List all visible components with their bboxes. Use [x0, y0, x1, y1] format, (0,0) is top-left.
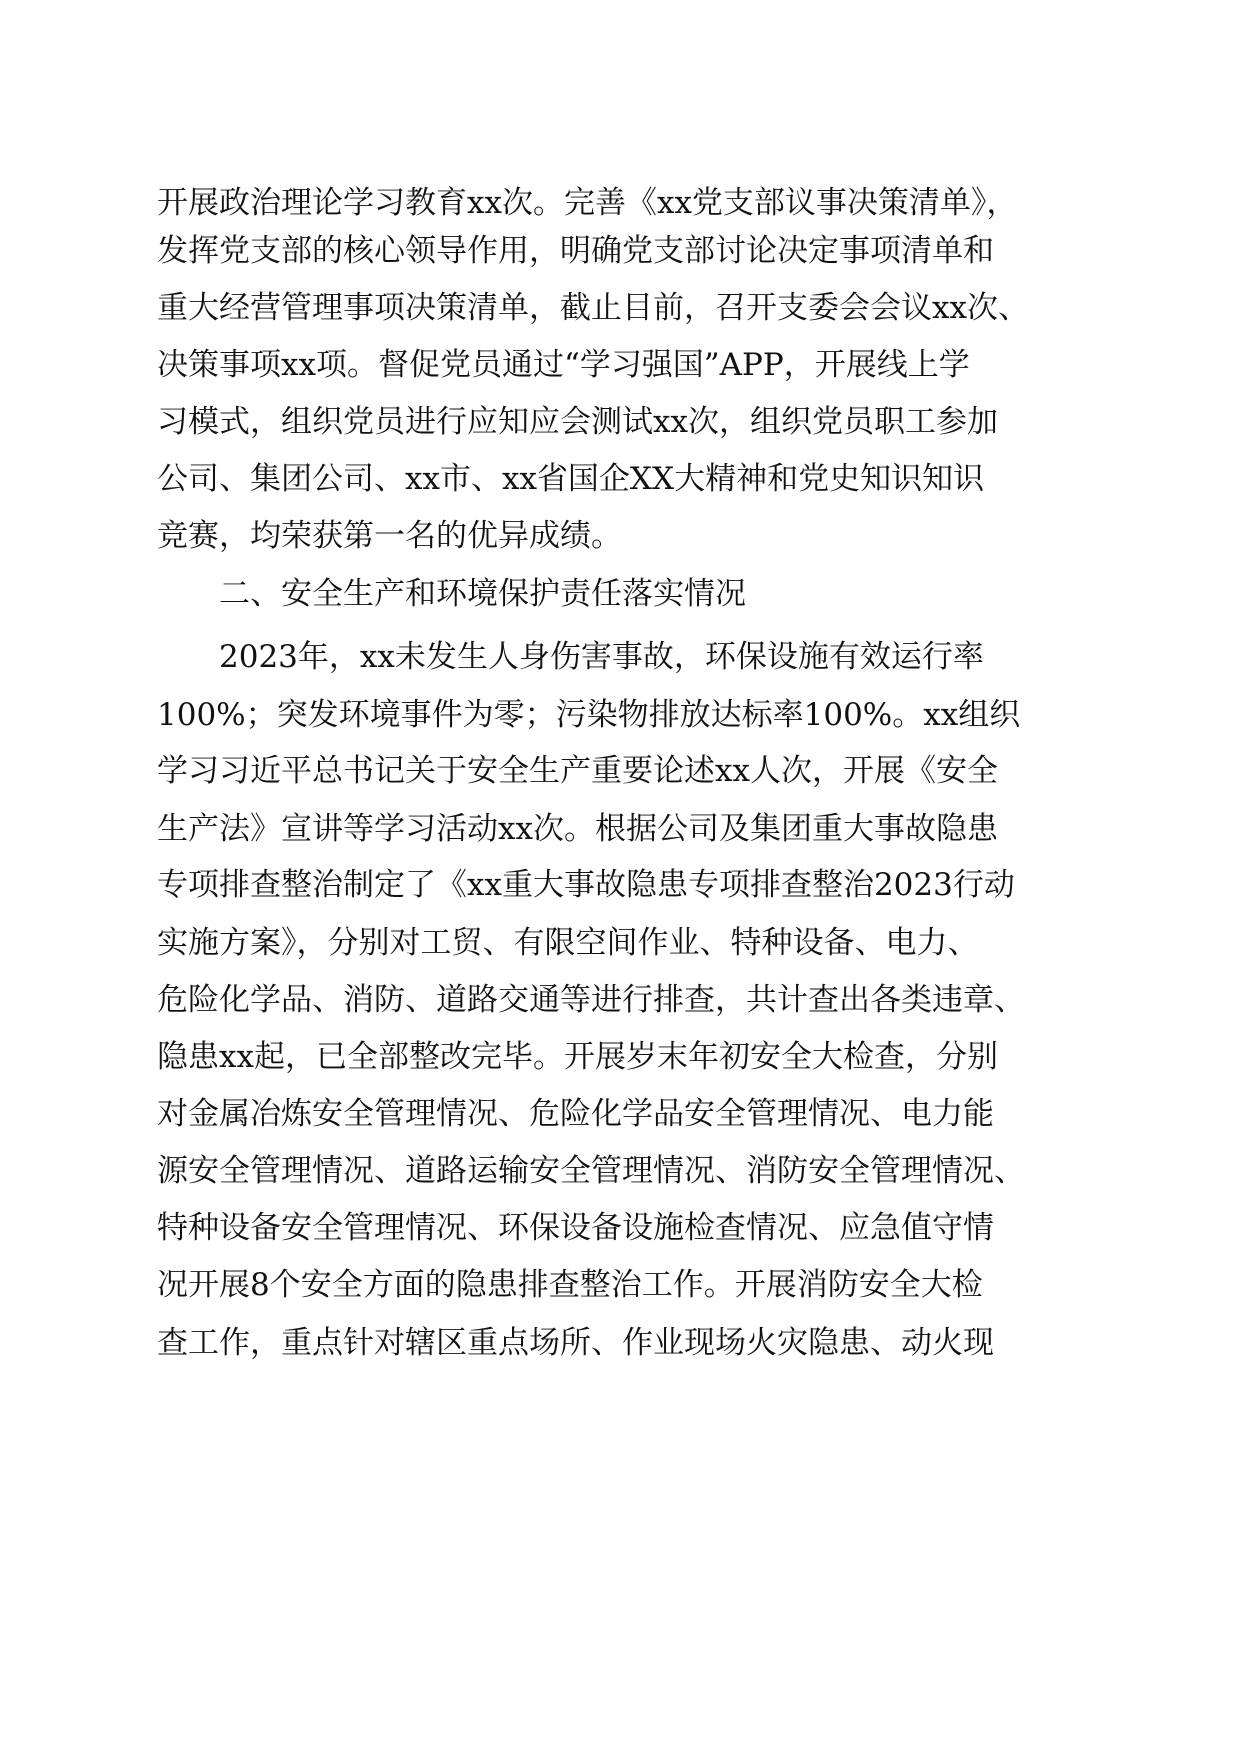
body-line-2: 发挥党支部的核心领导作用，明确党支部讨论决定事项清单和 — [157, 233, 994, 269]
body-line-1: 开展政治理论学习教育xx次。完善《xx党支部议事决策清单》， — [157, 185, 1018, 221]
body-line-21: 查工作，重点针对辖区重点场所、作业现场火灾隐患、动火现 — [157, 1325, 994, 1361]
body-line-14: 实施方案》，分别对工贸、有限空间作业、特种设备、电力、 — [157, 925, 979, 961]
body-line-17: 对金属冶炼安全管理情况、危险化学品安全管理情况、电力能 — [157, 1096, 994, 1132]
body-line-10: 100%；突发环境事件为零；污染物排放达标率100%。xx组织 — [157, 697, 1021, 733]
body-line-15: 危险化学品、消防、道路交通等进行排查，共计查出各类违章、 — [157, 982, 1025, 1018]
body-line-6: 公司、集团公司、xx市、xx省国企XX大精神和党史知识知识 — [157, 461, 985, 497]
body-line-5: 习模式，组织党员进行应知应会测试xx次，组织党员职工参加 — [157, 404, 998, 440]
body-line-3: 重大经营管理事项决策清单，截止目前，召开支委会会议xx次、 — [157, 290, 1029, 326]
body-line-4: 决策事项xx项。督促党员通过“学习强国”APP，开展线上学 — [157, 347, 970, 383]
body-line-18: 源安全管理情况、道路运输安全管理情况、消防安全管理情况、 — [157, 1153, 1025, 1189]
body-line-13: 专项排查整治制定了《xx重大事故隐患专项排查整治2023行动 — [157, 867, 1015, 903]
body-line-20: 况开展8个安全方面的隐患排查整治工作。开展消防安全大检 — [157, 1267, 983, 1303]
section-heading: 二、安全生产和环境保护责任落实情况 — [219, 576, 746, 612]
body-line-7: 竞赛，均荣获第一名的优异成绩。 — [157, 518, 622, 554]
body-line-16: 隐患xx起，已全部整改完毕。开展岁末年初安全大检查，分别 — [157, 1039, 998, 1075]
body-line-12: 生产法》宣讲等学习活动xx次。根据公司及集团重大事故隐患 — [157, 811, 998, 847]
body-line-19: 特种设备安全管理情况、环保设备设施检查情况、应急值守情 — [157, 1210, 994, 1246]
body-line-9: 2023年，xx未发生人身伤害事故，环保设施有效运行率 — [219, 639, 984, 675]
body-line-11: 学习习近平总书记关于安全生产重要论述xx人次，开展《安全 — [157, 753, 998, 789]
